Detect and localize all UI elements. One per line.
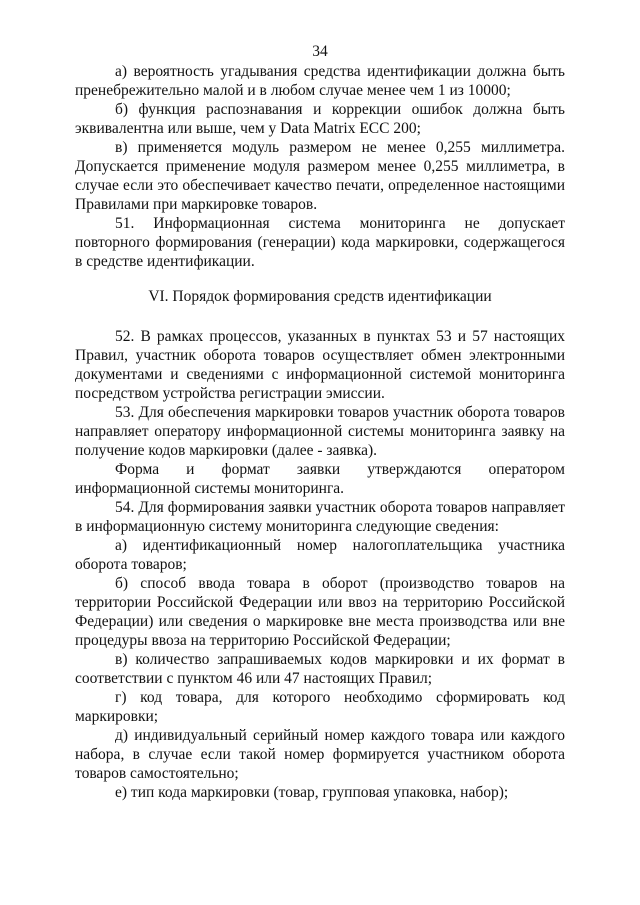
paragraph-53-form: Форма и формат заявки утверждаются оператором информационной системы мониторинга. [75,461,565,497]
paragraph-54: 54. Для формирования заявки участник оборота товаров направляет в информационную систему мониторинга следующие сведения: [75,499,565,535]
paragraph-54-d: д) индивидуальный серийный номер каждого товара или каждого набора, в случае если такой номер формируется участником оборота товаров самостоятельно; [75,727,565,782]
document-body [75,62,565,802]
section-heading: VI. Порядок формирования средств идентификации [148,288,492,305]
paragraph-51: 51. Информационная система мониторинга не допускает повторного формирования (генерации) кода маркировки, содержащегося в средстве идентификации. [75,215,565,270]
paragraph-v-module-size: в) применяется модуль размером не менее 0,255 миллиметра. Допускается применение модуля размером менее 0,255 миллиметра, в случае если это обеспечивает качество печати, определенное настоящими Правилами при маркировке товаров. [75,139,565,213]
paragraph-a-probability: а) вероятность угадывания средства идентификации должна быть пренебрежительно малой и в любом случае менее чем 1 из 10000; [75,63,565,99]
paragraph-52: 52. В рамках процессов, указанных в пунктах 53 и 57 настоящих Правил, участник оборота товаров осуществляет обмен электронными документами и сведениями с информационной системой мониторинга посредством устройства регистрации эмиссии. [75,328,565,402]
paragraph-54-g: г) код товара, для которого необходимо сформировать код маркировки; [75,689,565,725]
paragraph-54-v: в) количество запрашиваемых кодов маркировки и их формат в соответствии с пунктом 46 или 47 настоящих Правил; [75,651,565,687]
paragraph-54-e: е) тип кода маркировки (товар, групповая упаковка, набор); [115,784,509,801]
page-number: 34 [312,43,328,60]
paragraph-b-error-correction: б) функция распознавания и коррекции ошибок должна быть эквивалентна или выше, чем у Data Matrix ЕСС 200; [75,101,565,137]
paragraph-53: 53. Для обеспечения маркировки товаров участник оборота товаров направляет оператору информационной системы мониторинга заявку на получение кодов маркировки (далее - заявка). [75,404,565,459]
paragraph-54-b: б) способ ввода товара в оборот (производство товаров на территории Российской Федерации или ввоз на территорию Российской Федерации) или сведения о маркировке вне места производства или вне процедуры ввоза на территорию Российской Федерации; [75,575,565,649]
paragraph-54-a: а) идентификационный номер налогоплательщика участника оборота товаров; [75,537,565,573]
